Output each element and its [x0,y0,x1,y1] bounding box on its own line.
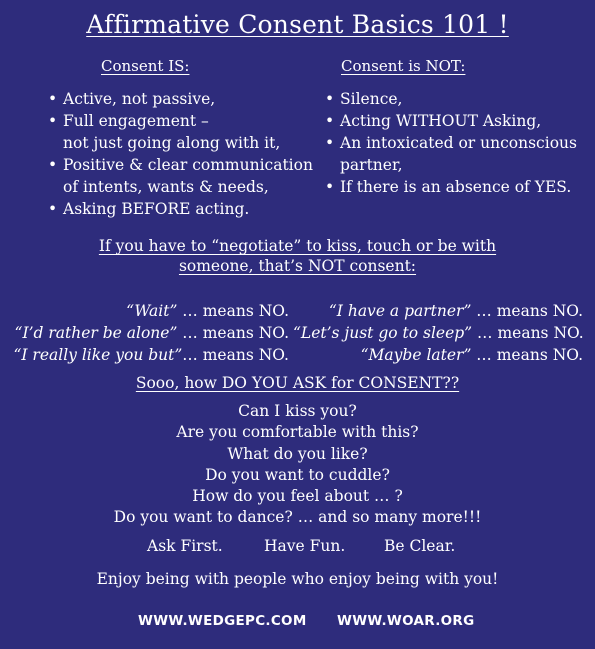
motto-be-clear: Be Clear. [384,537,456,555]
quote-suffix: … means NO. [177,324,289,342]
list-item [325,110,577,132]
bullet-icon: • [48,112,58,130]
question-line: Are you comfortable with this? [176,423,419,442]
quote-row [293,344,583,366]
quote-row [293,300,583,322]
item-text: Full engagement – [63,112,209,130]
question-line: What do you like? [227,444,368,463]
item-text-continued: of intents, wants & needs, [63,178,269,196]
negotiate-line-1: If you have to “negotiate” to kiss, touch or be with [98,237,497,255]
quote-suffix: … means NO. [471,346,583,364]
item-text: An intoxicated or unconscious [340,134,577,152]
list-item [325,132,577,176]
item-text: Asking BEFORE acting. [63,200,250,218]
poster-title: Affirmative Consent Basics 101 ! [86,10,509,39]
website-woar: WWW.WOAR.ORG [337,613,475,629]
list-item [325,176,577,198]
motto-ask-first: Ask First. [147,537,223,555]
item-text-continued: not just going along with it, [63,134,281,152]
question-line: How do you feel about … ? [192,487,403,506]
list-item [48,154,313,198]
list-item [48,88,313,110]
item-text: Positive & clear communication [63,156,313,174]
quote-row [293,322,583,344]
quote-row [9,322,289,344]
bullet-icon: • [48,90,58,108]
quote-text: “Maybe later” [360,346,472,364]
quote-suffix: … means NO. [471,302,583,320]
item-text: Silence, [340,90,403,108]
item-text: Acting WITHOUT Asking, [340,112,542,130]
quote-suffix: … means NO. [182,346,289,364]
quote-text: “I’d rather be alone” [14,324,178,342]
consent-is-not-list [325,88,577,198]
list-item [48,198,313,220]
negotiate-line-2: someone, that’s NOT consent: [178,257,417,275]
quote-row [9,300,289,322]
question-line: Do you want to cuddle? [205,465,390,484]
list-item [325,88,577,110]
item-text: If there is an absence of YES. [340,178,572,196]
bullet-icon: • [325,178,335,196]
consent-is-list [48,88,313,220]
ask-questions [0,401,595,529]
bullet-icon: • [48,156,58,174]
quote-text: “Wait” [126,302,178,320]
question-line: Do you want to dance? … and so many more!!! [113,508,482,527]
question-line: Can I kiss you? [238,402,357,420]
quotes-right [293,300,583,366]
negotiate-statement [0,236,595,276]
consent-is-not-heading: Consent is NOT: [341,57,466,75]
list-item [48,110,313,154]
item-text: Active, not passive, [63,90,216,108]
bullet-icon: • [325,134,335,152]
quote-row [9,344,289,366]
quote-text: “I have a partner” [328,302,472,320]
website-wedgepc: WWW.WEDGEPC.COM [138,613,307,629]
quote-text: “Let’s just go to sleep” [293,324,473,342]
bullet-icon: • [48,200,58,218]
quotes-left [9,300,289,366]
bullet-icon: • [325,90,335,108]
quote-suffix: … means NO. [177,302,289,320]
ask-heading: Sooo, how DO YOU ASK for CONSENT?? [135,374,460,392]
closing-line: Enjoy being with people who enjoy being with you! [96,570,499,588]
quote-suffix: … means NO. [472,324,584,342]
item-text-continued: partner, [340,156,403,174]
bullet-icon: • [325,112,335,130]
consent-is-heading: Consent IS: [101,57,190,75]
motto-have-fun: Have Fun. [264,537,346,555]
quote-text: “I really like you but” [13,346,183,364]
